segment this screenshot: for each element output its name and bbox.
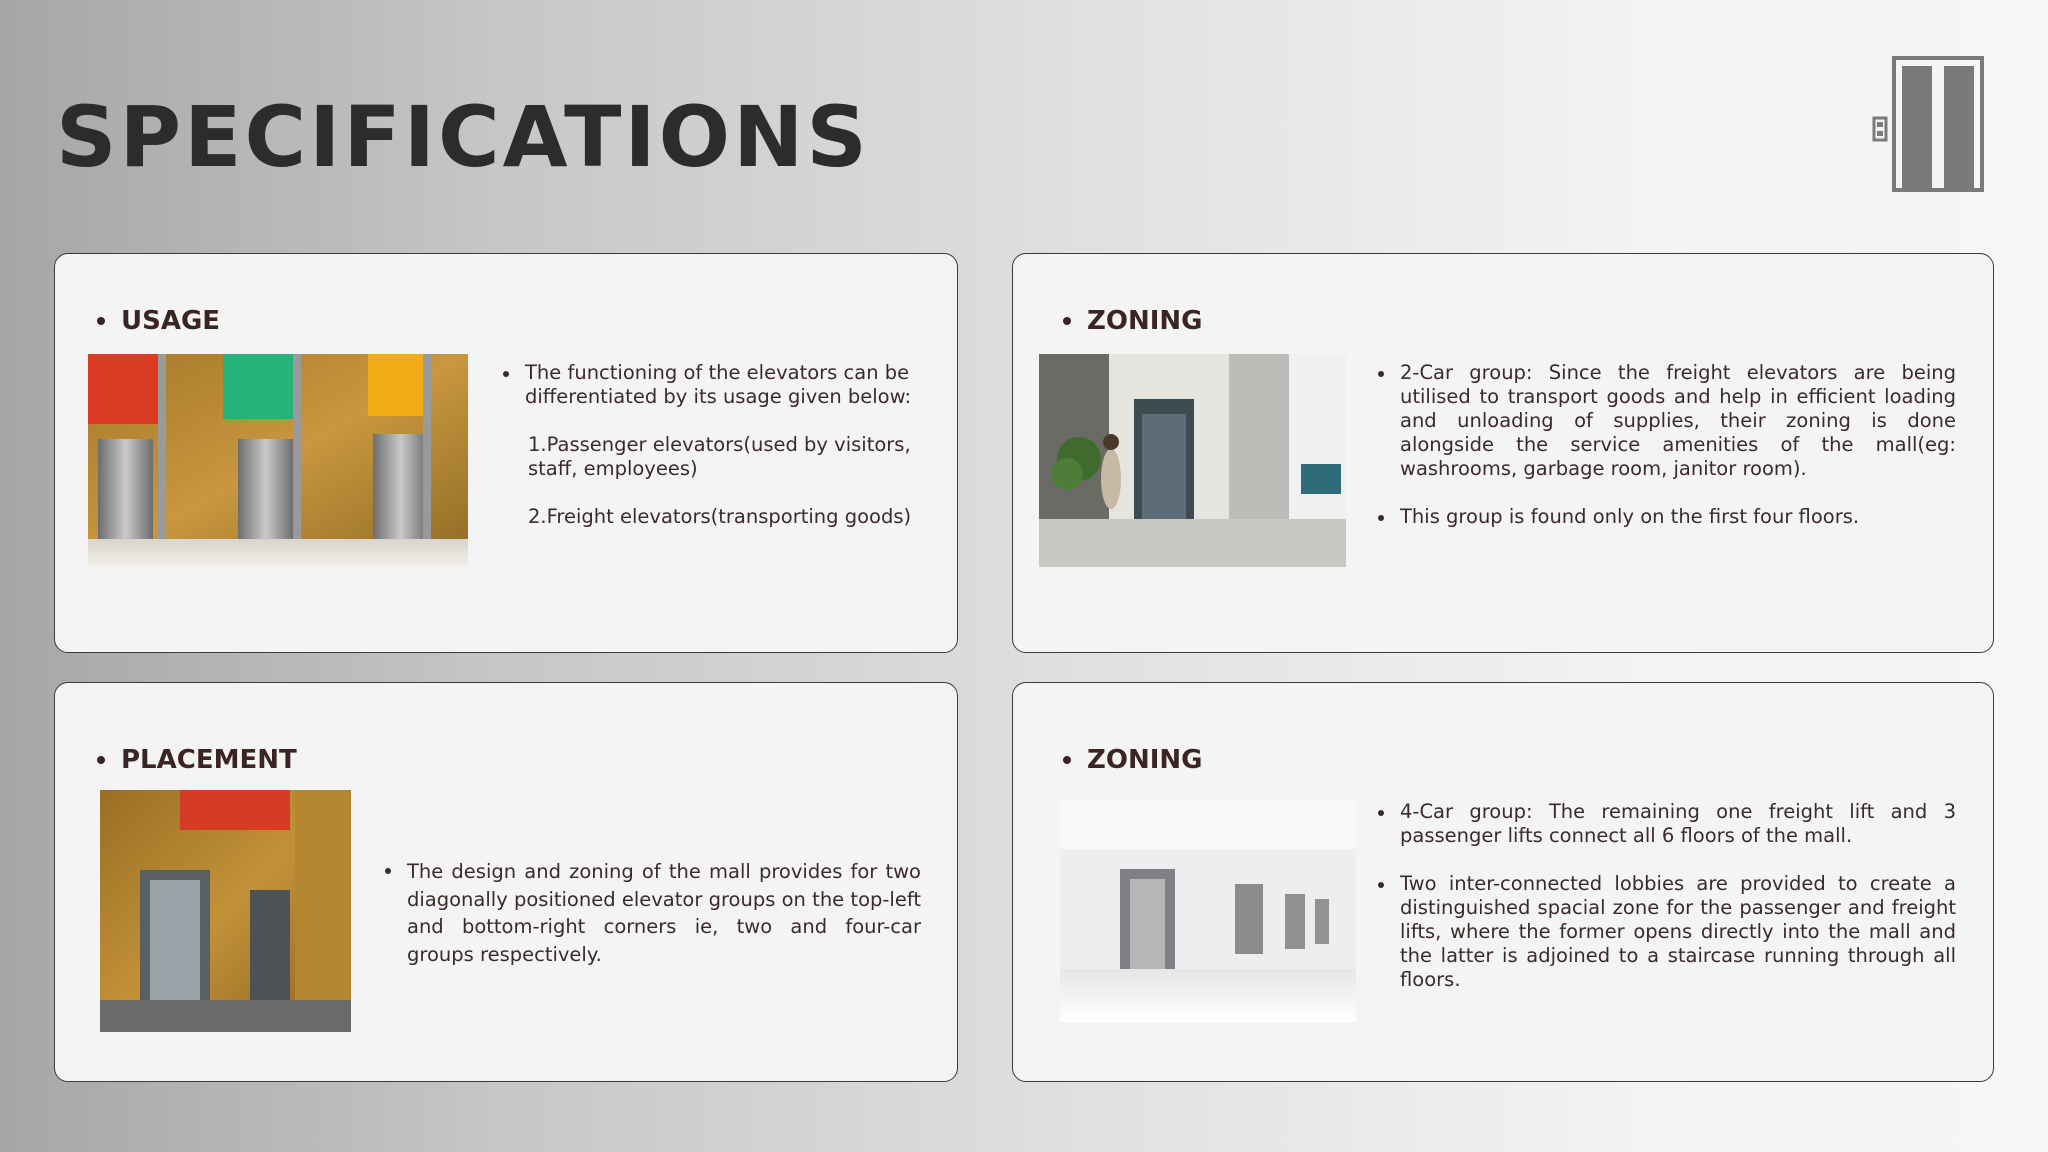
white-elevator-corridor-photo	[1060, 799, 1356, 1022]
zoning-card	[1012, 253, 1994, 653]
zoning-2-text	[1378, 800, 1956, 992]
usage-card	[54, 253, 958, 653]
zoning-heading	[1063, 306, 1203, 336]
zoning-heading-2	[1063, 745, 1203, 775]
usage-heading-label: USAGE	[121, 306, 221, 336]
placement-bullet: The design and zoning of the mall provides for two diagonally positioned elevator groups on the top-left and bottom-right corners ie, two and four-car groups respectively.	[385, 858, 921, 968]
elevator-door-icon	[1872, 56, 1984, 194]
zoning-bullet: 2-Car group: Since the freight elevators are being utilised to transport goods and help in efficient loading and unloading of supplies, their zoning is done alongside the service amenities of the mall(eg: washrooms, garbage room, janitor room).	[1378, 361, 1956, 481]
zoning-2-bullet: 4-Car group: The remaining one freight lift and 3 passenger lifts connect all 6 floors of the mall.	[1378, 800, 1956, 848]
zoning-text	[1378, 361, 1956, 529]
usage-item: 2.Freight elevators(transporting goods)	[528, 505, 912, 528]
usage-intro: The functioning of the elevators can be differentiated by its usage given below:	[503, 361, 923, 409]
placement-card	[54, 682, 958, 1082]
placement-text	[385, 858, 921, 968]
zoning-heading-2-label: ZONING	[1087, 745, 1203, 775]
heading-bullet	[1063, 317, 1071, 325]
usage-text	[503, 361, 923, 529]
heading-bullet	[1063, 756, 1071, 764]
lobby-woman-walking-photo	[1039, 354, 1346, 567]
heading-bullet	[97, 756, 105, 764]
elevator-corner-photo	[100, 790, 351, 1032]
page-title: SPECIFICATIONS	[56, 88, 870, 186]
heading-bullet	[97, 317, 105, 325]
zoning-bullet: This group is found only on the first four floors.	[1378, 505, 1956, 529]
zoning-2-bullet: Two inter-connected lobbies are provided to create a distinguished spacial zone for the passenger and freight lifts, where the former opens directly into the mall and the latter is adjoined to a staircase running through all floors.	[1378, 872, 1956, 992]
placement-heading-label: PLACEMENT	[121, 745, 297, 775]
zoning-heading-label: ZONING	[1087, 306, 1203, 336]
elevator-lobby-colored-photo	[88, 354, 468, 567]
usage-item: 1.Passenger elevators(used by visitors, staff, employees)	[528, 433, 911, 480]
placement-heading	[97, 745, 297, 775]
zoning-card-2	[1012, 682, 1994, 1082]
usage-heading	[97, 306, 220, 336]
